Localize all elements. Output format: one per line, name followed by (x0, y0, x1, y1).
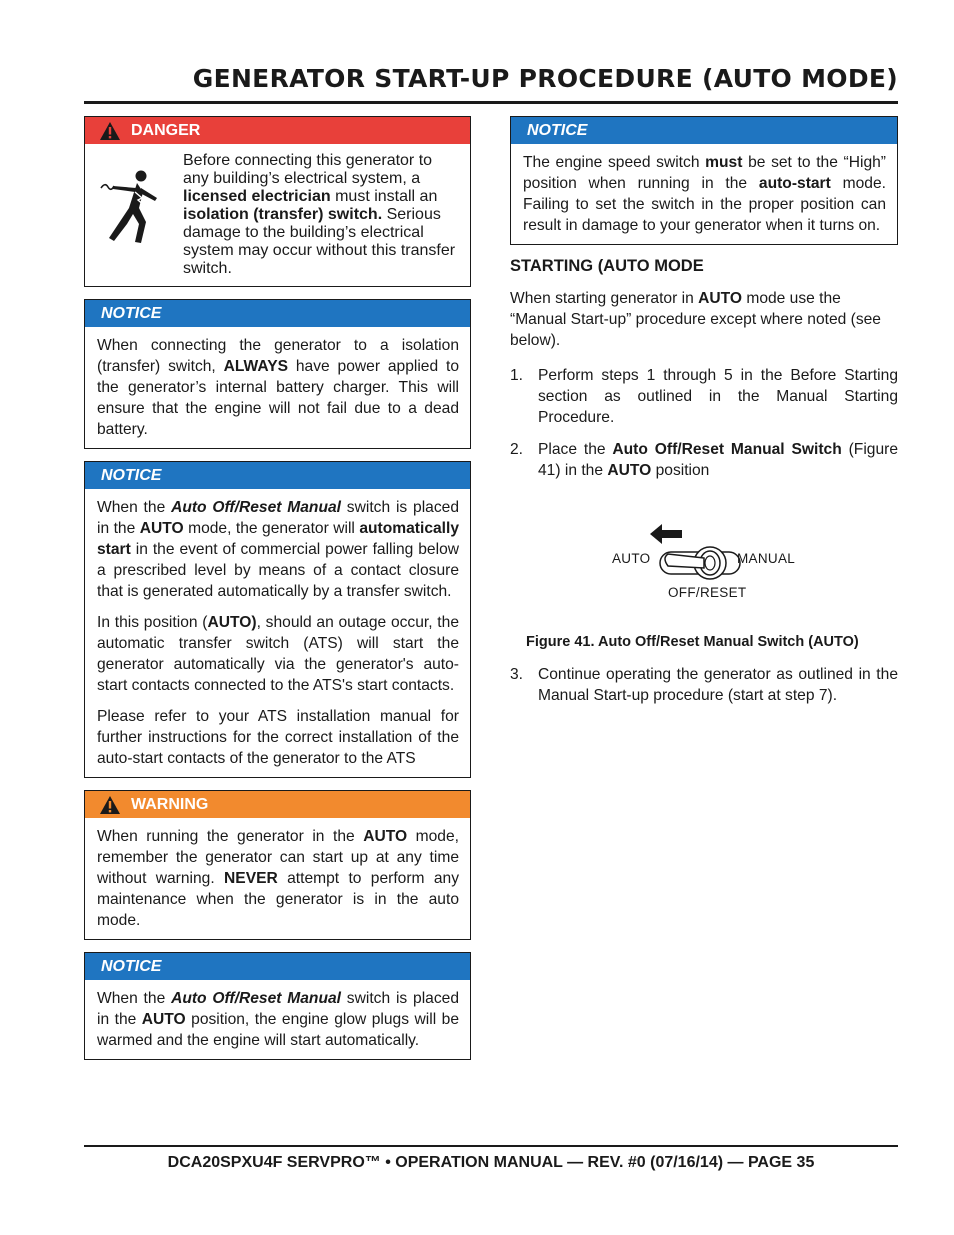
notice-header: NOTICE (511, 117, 897, 144)
notice-body (85, 327, 470, 448)
notice-paragraph: In this position (AUTO), should an outage occur, the automatic transfer switch (ATS) will start the generator automatically via the generator's auto-start contacts connected to the ATS's start contacts. (97, 614, 459, 694)
list-item: 2. Place the Auto Off/Reset Manual Switch (Figure 41) in the AUTO position (510, 441, 898, 479)
electric-shock-icon (99, 168, 169, 246)
notice-text: When the Auto Off/Reset Manual switch is placed in the AUTO position, the engine glow plugs will be warmed and the engine will start automatically. (97, 990, 459, 1049)
page-footer: DCA20SPXU4F SERVPRO™ • OPERATION MANUAL — REV. #0 (07/16/14) — PAGE 35 (167, 1154, 815, 1171)
figure-label-off-reset: OFF/RESET (668, 585, 747, 600)
notice-paragraph: Please refer to your ATS installation manual for further instructions for the correct installation of the auto-start contacts of the generator to the ATS (97, 708, 459, 767)
notice-text: When connecting the generator to a isolation (transfer) switch, ALWAYS have power applied to the generator’s internal battery charger. This will ensure that the engine will not fail due to a dead battery. (97, 337, 459, 438)
title-rule (84, 101, 898, 104)
warning-text: When running the generator in the AUTO mode, remember the generator can start up at any time without warning. NEVER attempt to perform any maintenance when the generator is in the auto mode. (97, 828, 459, 929)
right-column (510, 116, 898, 717)
footer-rule (84, 1145, 898, 1147)
arrow-left-icon (650, 524, 682, 544)
danger-box (84, 116, 471, 287)
notice-body (85, 489, 470, 777)
notice-box-engine-speed (510, 116, 898, 245)
notice-paragraph: When the Auto Off/Reset Manual switch is placed in the AUTO mode, the generator will automatically start in the event of commercial power falling below a prescribed level by means of a contact closure that is generated automatically by a transfer switch. (97, 499, 460, 600)
warning-body (85, 818, 470, 939)
notice-box-auto-mode (84, 461, 471, 778)
notice-body (85, 980, 470, 1059)
intro-paragraph: When starting generator in AUTO mode use the “Manual Start-up” procedure except where noted (see below). (510, 290, 881, 349)
notice-text: The engine speed switch must be set to the “High” position when running in the auto-start mode. Failing to set the switch in the proper position can result in damage to your generator when it turns on. (523, 154, 887, 234)
warning-header (85, 791, 470, 818)
notice-box-battery (84, 299, 471, 449)
danger-text: Before connecting this generator to any building’s electrical system, a licensed electrician must install an isolation (transfer) switch. Serious damage to the building’s electrical system may occur without this transfer switch. (183, 152, 456, 277)
figure-caption: Figure 41. Auto Off/Reset Manual Switch (AUTO) (526, 634, 859, 650)
warning-box (84, 790, 471, 940)
section-heading: STARTING (AUTO MODE (510, 257, 704, 275)
notice-box-glow-plugs (84, 952, 471, 1060)
notice-header: NOTICE (85, 300, 470, 327)
warning-triangle-icon (99, 795, 121, 815)
left-column (84, 116, 471, 1072)
list-item: 1. Perform steps 1 through 5 in the Before Starting section as outlined in the Manual Starting Procedure. (510, 367, 898, 426)
notice-header: NOTICE (85, 462, 470, 489)
danger-header (85, 117, 470, 144)
step-list (510, 664, 898, 706)
figure-label-manual: MANUAL (737, 551, 796, 566)
danger-label: DANGER (131, 121, 201, 139)
page-title: GENERATOR START-UP PROCEDURE (AUTO MODE) (192, 64, 898, 93)
danger-body (85, 144, 470, 286)
step-list (510, 365, 898, 481)
notice-header: NOTICE (85, 953, 470, 980)
list-item: 3. Continue operating the generator as outlined in the Manual Start-up procedure (start at step 7). (510, 666, 898, 704)
figure-label-auto: AUTO (612, 551, 651, 566)
warning-triangle-icon (99, 121, 121, 141)
switch-figure (510, 492, 898, 632)
notice-body (511, 144, 897, 244)
warning-label: WARNING (131, 795, 209, 813)
